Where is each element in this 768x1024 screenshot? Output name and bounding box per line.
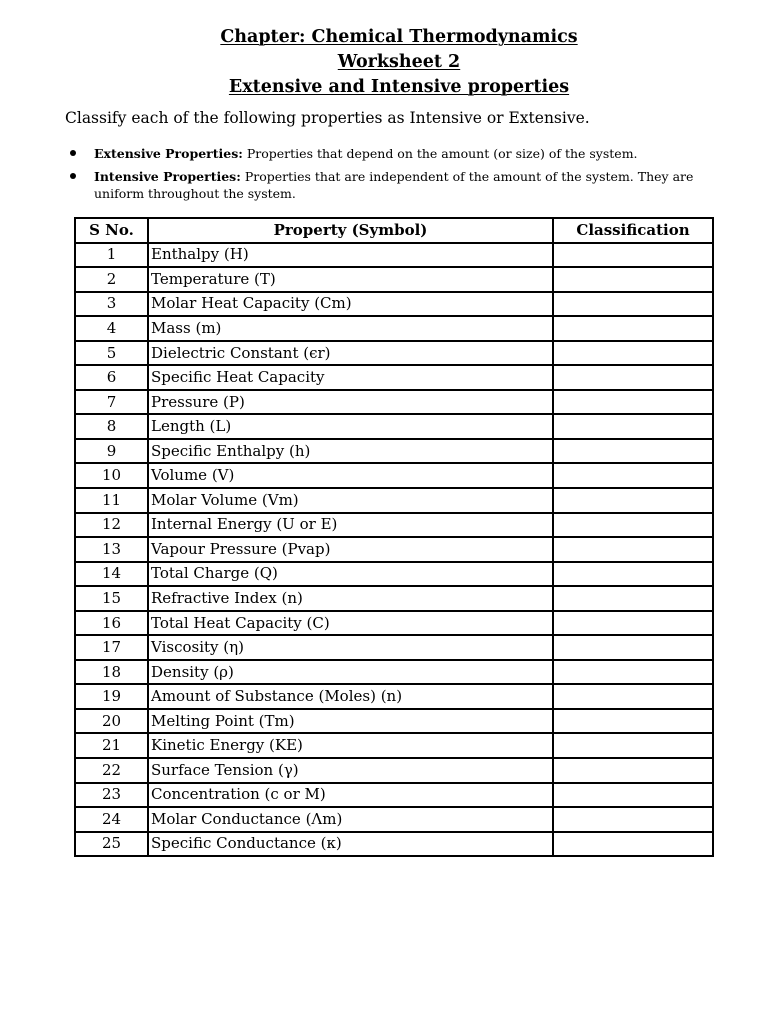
table-row bbox=[75, 709, 713, 734]
classification-cell[interactable] bbox=[553, 267, 713, 292]
property-cell: Volume (V) bbox=[148, 463, 553, 488]
table-row bbox=[75, 292, 713, 317]
serial-number-cell: 16 bbox=[75, 611, 148, 636]
classification-cell[interactable] bbox=[553, 365, 713, 390]
topic-title: Extensive and Intensive properties bbox=[228, 77, 570, 97]
property-cell: Molar Volume (Vm) bbox=[148, 488, 553, 513]
classification-cell[interactable] bbox=[553, 733, 713, 758]
property-cell: Dielectric Constant (ϵr) bbox=[148, 341, 553, 366]
property-cell: Concentration (c or M) bbox=[148, 783, 553, 808]
table-row bbox=[75, 783, 713, 808]
serial-number-cell: 12 bbox=[75, 513, 148, 538]
bullet-icon bbox=[70, 173, 76, 179]
serial-number-cell: 4 bbox=[75, 316, 148, 341]
table-row bbox=[75, 390, 713, 415]
table-row bbox=[75, 733, 713, 758]
classification-cell[interactable] bbox=[553, 341, 713, 366]
worksheet-title: Worksheet 2 bbox=[337, 52, 461, 72]
classification-cell[interactable] bbox=[553, 463, 713, 488]
serial-number-cell: 5 bbox=[75, 341, 148, 366]
definitions-list bbox=[70, 145, 720, 202]
table-row bbox=[75, 586, 713, 611]
chapter-title: Chapter: Chemical Thermodynamics bbox=[220, 27, 578, 47]
table-row bbox=[75, 439, 713, 464]
table-row bbox=[75, 463, 713, 488]
table-row bbox=[75, 316, 713, 341]
table-row bbox=[75, 341, 713, 366]
serial-number-cell: 2 bbox=[75, 267, 148, 292]
serial-number-cell: 19 bbox=[75, 684, 148, 709]
table-row bbox=[75, 635, 713, 660]
header-serial-number: S No. bbox=[75, 218, 148, 243]
instruction-text: Classify each of the following properties as Intensive or Extensive. bbox=[65, 109, 590, 127]
classification-cell[interactable] bbox=[553, 414, 713, 439]
classification-cell[interactable] bbox=[553, 807, 713, 832]
classification-cell[interactable] bbox=[553, 709, 713, 734]
classification-cell[interactable] bbox=[553, 684, 713, 709]
serial-number-cell: 9 bbox=[75, 439, 148, 464]
property-cell: Vapour Pressure (Pvap) bbox=[148, 537, 553, 562]
table-row bbox=[75, 267, 713, 292]
property-cell: Melting Point (Tm) bbox=[148, 709, 553, 734]
serial-number-cell: 25 bbox=[75, 832, 148, 857]
table-row bbox=[75, 513, 713, 538]
serial-number-cell: 1 bbox=[75, 243, 148, 268]
table-row bbox=[75, 660, 713, 685]
classification-cell[interactable] bbox=[553, 316, 713, 341]
classification-cell[interactable] bbox=[553, 611, 713, 636]
definition-text: Properties that depend on the amount (or size) of the system. bbox=[242, 146, 638, 161]
serial-number-cell: 15 bbox=[75, 586, 148, 611]
property-cell: Internal Energy (U or E) bbox=[148, 513, 553, 538]
property-cell: Total Charge (Q) bbox=[148, 562, 553, 587]
definition-extensive bbox=[70, 145, 720, 162]
property-cell: Kinetic Energy (KE) bbox=[148, 733, 553, 758]
classification-cell[interactable] bbox=[553, 783, 713, 808]
property-cell: Molar Conductance (Λm) bbox=[148, 807, 553, 832]
header-property: Property (Symbol) bbox=[148, 218, 553, 243]
serial-number-cell: 24 bbox=[75, 807, 148, 832]
classification-cell[interactable] bbox=[553, 537, 713, 562]
table-row bbox=[75, 832, 713, 857]
definition-term: Intensive Properties: bbox=[94, 169, 241, 184]
classification-cell[interactable] bbox=[553, 586, 713, 611]
property-cell: Specific Heat Capacity bbox=[148, 365, 553, 390]
serial-number-cell: 13 bbox=[75, 537, 148, 562]
definition-intensive bbox=[70, 168, 720, 202]
table-row bbox=[75, 243, 713, 268]
table-row bbox=[75, 758, 713, 783]
serial-number-cell: 11 bbox=[75, 488, 148, 513]
serial-number-cell: 23 bbox=[75, 783, 148, 808]
header-classification: Classification bbox=[553, 218, 713, 243]
table-row bbox=[75, 488, 713, 513]
serial-number-cell: 6 bbox=[75, 365, 148, 390]
classification-cell[interactable] bbox=[553, 758, 713, 783]
classification-cell[interactable] bbox=[553, 243, 713, 268]
table-header-row bbox=[75, 218, 713, 243]
classification-cell[interactable] bbox=[553, 439, 713, 464]
table-row bbox=[75, 537, 713, 562]
table-body bbox=[75, 243, 713, 857]
serial-number-cell: 21 bbox=[75, 733, 148, 758]
bullet-icon bbox=[70, 150, 76, 156]
property-cell: Temperature (T) bbox=[148, 267, 553, 292]
serial-number-cell: 22 bbox=[75, 758, 148, 783]
serial-number-cell: 3 bbox=[75, 292, 148, 317]
property-cell: Molar Heat Capacity (Cm) bbox=[148, 292, 553, 317]
classification-cell[interactable] bbox=[553, 635, 713, 660]
serial-number-cell: 10 bbox=[75, 463, 148, 488]
definition-text: Properties that are independent of the amount of the system. They are uniform throughout the system. bbox=[94, 169, 694, 201]
classification-cell[interactable] bbox=[553, 660, 713, 685]
table-row bbox=[75, 562, 713, 587]
property-cell: Refractive Index (n) bbox=[148, 586, 553, 611]
property-cell: Surface Tension (γ) bbox=[148, 758, 553, 783]
property-cell: Mass (m) bbox=[148, 316, 553, 341]
classification-cell[interactable] bbox=[553, 562, 713, 587]
property-cell: Density (ρ) bbox=[148, 660, 553, 685]
property-cell: Length (L) bbox=[148, 414, 553, 439]
classification-cell[interactable] bbox=[553, 390, 713, 415]
definition-term: Extensive Properties: bbox=[94, 146, 243, 161]
table-row bbox=[75, 684, 713, 709]
property-cell: Amount of Substance (Moles) (n) bbox=[148, 684, 553, 709]
serial-number-cell: 20 bbox=[75, 709, 148, 734]
serial-number-cell: 7 bbox=[75, 390, 148, 415]
classification-cell[interactable] bbox=[553, 488, 713, 513]
property-cell: Enthalpy (H) bbox=[148, 243, 553, 268]
table-row bbox=[75, 807, 713, 832]
property-cell: Viscosity (η) bbox=[148, 635, 553, 660]
classification-cell[interactable] bbox=[553, 832, 713, 857]
serial-number-cell: 17 bbox=[75, 635, 148, 660]
classification-cell[interactable] bbox=[553, 292, 713, 317]
serial-number-cell: 14 bbox=[75, 562, 148, 587]
property-cell: Specific Conductance (κ) bbox=[148, 832, 553, 857]
property-cell: Total Heat Capacity (C) bbox=[148, 611, 553, 636]
properties-table bbox=[74, 217, 714, 857]
table-row bbox=[75, 365, 713, 390]
classification-cell[interactable] bbox=[553, 513, 713, 538]
property-cell: Specific Enthalpy (h) bbox=[148, 439, 553, 464]
table-row bbox=[75, 414, 713, 439]
serial-number-cell: 8 bbox=[75, 414, 148, 439]
serial-number-cell: 18 bbox=[75, 660, 148, 685]
table-row bbox=[75, 611, 713, 636]
property-cell: Pressure (P) bbox=[148, 390, 553, 415]
